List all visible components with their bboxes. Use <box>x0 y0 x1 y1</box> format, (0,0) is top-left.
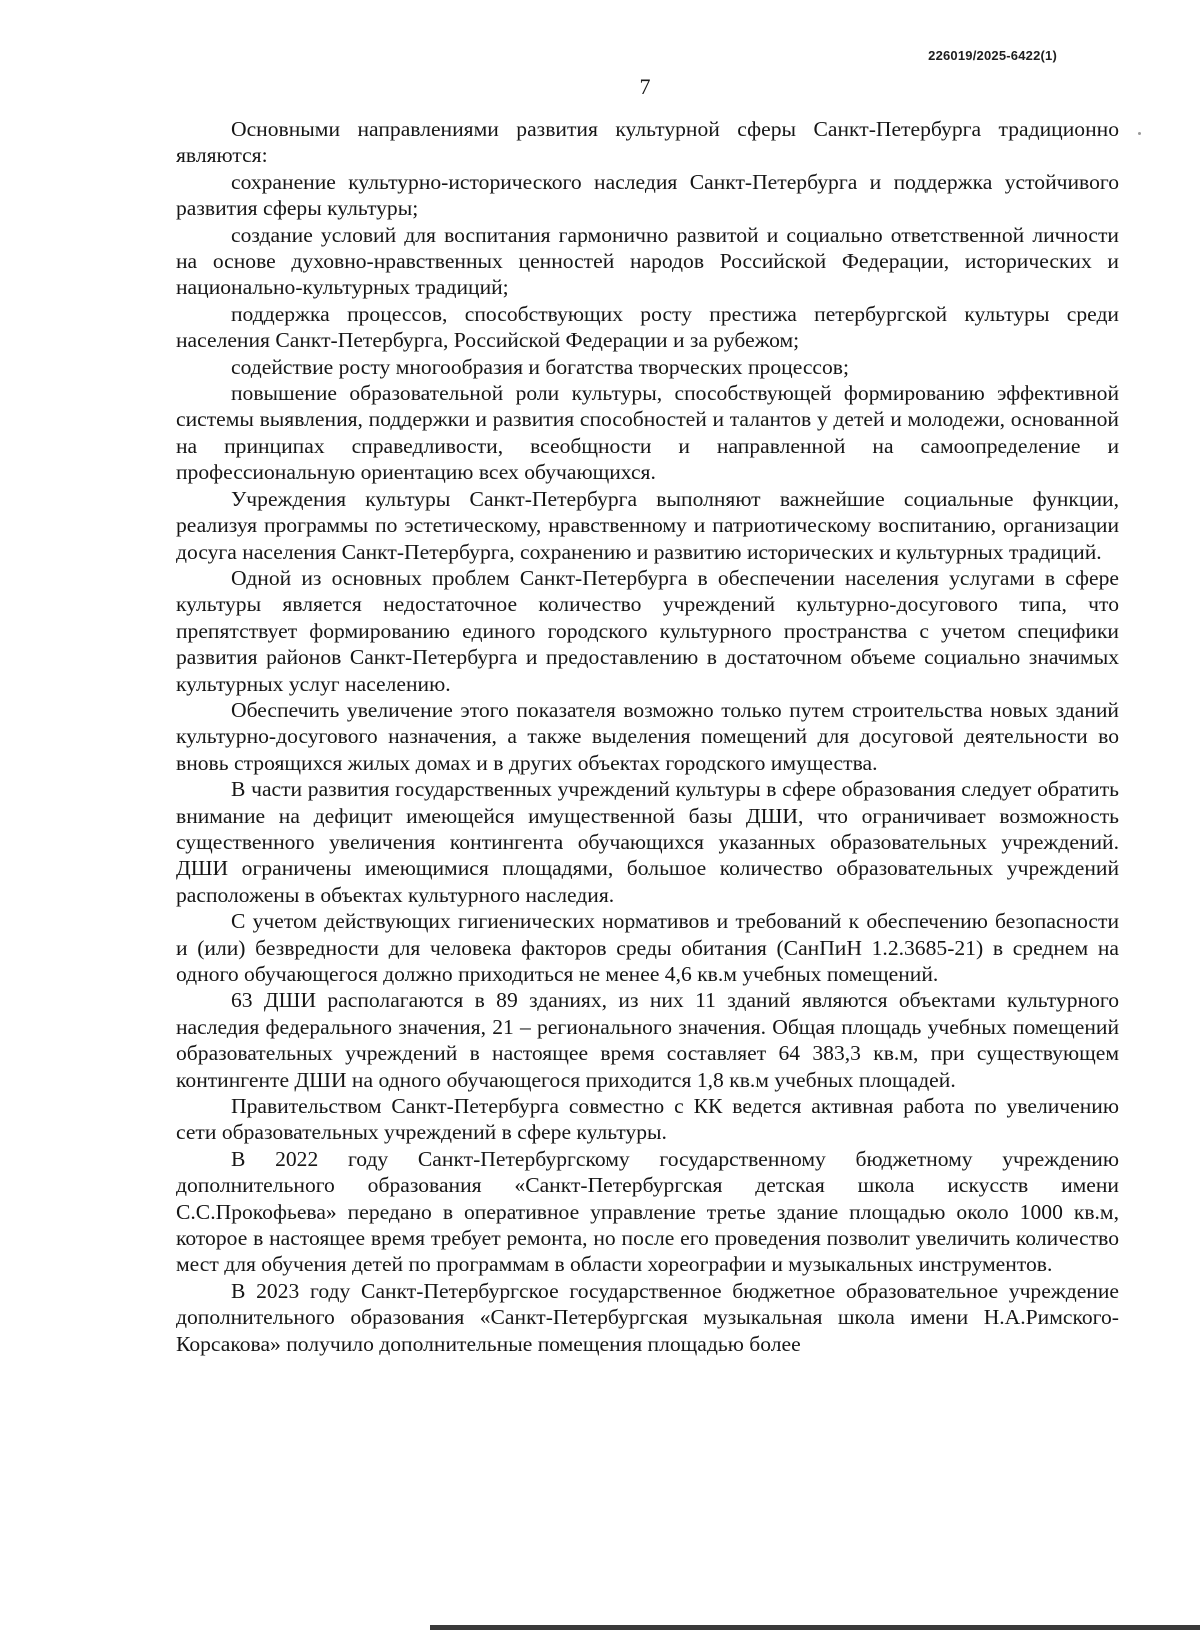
paragraph: Одной из основных проблем Санкт-Петербурга в обеспечении населения услугами в сфере культуры является недостаточное количество учреждений культурно-досугового типа, что препятствует формированию единого городского культурного пространства с учетом специфики развития районов Санкт-Петербурга и предоставлению в достаточном объеме социально значимых культурных услуг населению. <box>176 565 1119 696</box>
paragraph: В части развития государственных учреждений культуры в сфере образования следует обратить внимание на дефицит имеющейся имущественной базы ДШИ, что ограничивает возможность существенного увеличения контингента обучающихся указанных образовательных учреждений. ДШИ ограничены имеющимися площадями, большое количество образовательных учреждений расположены в объектах культурного наследия. <box>176 777 1119 907</box>
document-registration-number: 226019/2025-6422(1) <box>928 48 1057 63</box>
scan-artifact-dot <box>1138 132 1141 135</box>
paragraph: Правительством Санкт-Петербурга совместно с КК ведется активная работа по увеличению сети образовательных учреждений в сфере культуры. <box>176 1094 1119 1145</box>
paragraph: Обеспечить увеличение этого показателя возможно только путем строительства новых зданий культурно-досугового назначения, а также выделения помещений для досуговой деятельности во вновь строящихся жилых домах и в других объектах городского имущества. <box>176 697 1119 775</box>
paragraph: В 2023 году Санкт-Петербургское государственное бюджетное образовательное учреждение дополнительного образования «Санкт-Петербургская музыкальная школа имени Н.А.Римского-Корсакова» получило дополнительные помещения площадью более <box>176 1278 1119 1356</box>
paragraph: поддержка процессов, способствующих росту престижа петербургской культуры среди населения Санкт-Петербурга, Российской Федерации и за рубежом; <box>176 301 1119 353</box>
paragraph: С учетом действующих гигиенических нормативов и требований к обеспечению безопасности и (или) безвредности для человека факторов среды обитания (СанПиН 1.2.3685-21) в среднем на одного обучающегося должно приходиться не менее 4,6 кв.м учебных помещений. <box>176 909 1119 986</box>
paragraph: содействие росту многообразия и богатства творческих процессов; <box>231 354 849 379</box>
paragraph: 63 ДШИ располагаются в 89 зданиях, из них 11 зданий являются объектами культурного наследия федерального значения, 21 – регионального значения. Общая площадь учебных помещений образовательных учреждений в настоящее время составляет 64 383,3 кв.м, при существующем контингенте ДШИ на одного обучающегося приходится 1,8 кв.м учебных площадей. <box>176 988 1119 1092</box>
document-body <box>176 116 1119 1357</box>
paragraph: В 2022 году Санкт-Петербургскому государственному бюджетному учреждению дополнительного образования «Санкт-Петербургская детская школа искусств имени С.С.Прокофьева» передано в оперативное управление третье здание площадью около 1000 кв.м, которое в настоящее время требует ремонта, но после его проведения позволит увеличить количество мест для обучения детей по программам в области хореографии и музыкальных инструментов. <box>176 1146 1119 1277</box>
paragraph: создание условий для воспитания гармонично развитой и социально ответственной личности на основе духовно-нравственных ценностей народов Российской Федерации, исторических и национально-культурных традиций; <box>176 222 1119 300</box>
paragraph: Учреждения культуры Санкт-Петербурга выполняют важнейшие социальные функции, реализуя программы по эстетическому, нравственному и патриотическому воспитанию, организации досуга населения Санкт-Петербурга, сохранению и развитию исторических и культурных традиций. <box>176 486 1119 564</box>
scan-edge-line <box>430 1625 1200 1630</box>
paragraph: сохранение культурно-исторического наследия Санкт-Петербурга и поддержка устойчивого развития сферы культуры; <box>176 169 1119 221</box>
page-number: 7 <box>639 74 651 99</box>
paragraph: Основными направлениями развития культурной сферы Санкт-Петербурга традиционно являются: <box>176 117 1119 168</box>
paragraph: повышение образовательной роли культуры, способствующей формированию эффективной системы выявления, поддержки и развития способностей и талантов у детей и молодежи, основанной на принципах справедливости, всеобщности и направленной на самоопределение и профессиональную ориентацию всех обучающихся. <box>176 381 1119 485</box>
